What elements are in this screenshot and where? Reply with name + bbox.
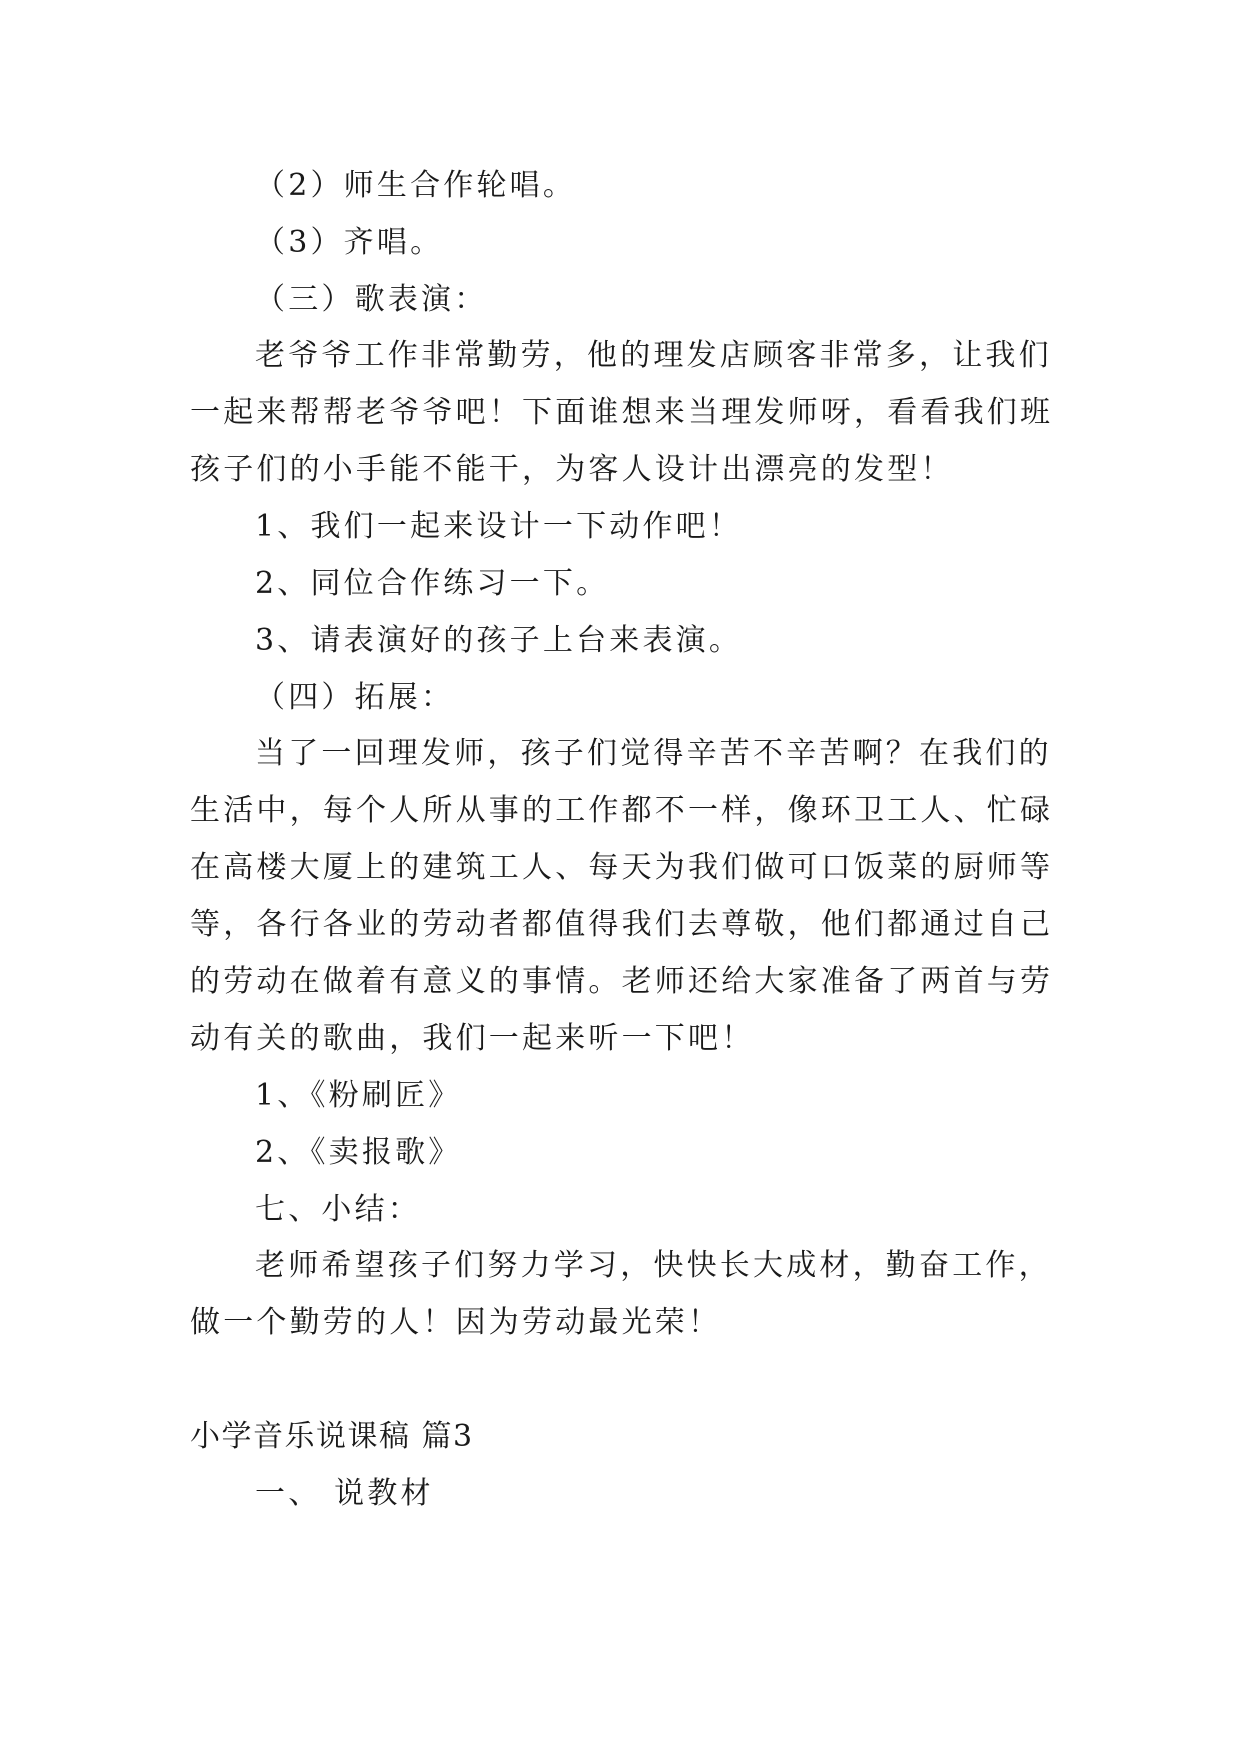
list-item: 2、同位合作练习一下。 (255, 566, 610, 601)
section-extension-heading: （四）拓展： (255, 680, 455, 715)
song-list-item: 1、《粉刷匠》 (255, 1078, 462, 1113)
step-chorus-text: （3）齐唱。 (255, 225, 444, 260)
paragraph-line: 老师希望孩子们努力学习，快快长大成材，勤奋工作， (255, 1248, 1052, 1283)
paragraph-line: 动有关的歌曲，我们一起来听一下吧！ (190, 1021, 755, 1056)
paragraph-line: 当了一回理发师，孩子们觉得辛苦不辛苦啊？在我们的 (255, 736, 1052, 771)
paragraph-line: 的劳动在做着有意义的事情。老师还给大家准备了两首与劳 (190, 964, 1054, 999)
list-item: 1、我们一起来设计一下动作吧！ (255, 509, 743, 544)
section-summary-heading: 七、小结： (255, 1192, 421, 1227)
paragraph-line: 生活中，每个人所从事的工作都不一样，像环卫工人、忙碌 (190, 793, 1054, 828)
step-duet-text: （2）师生合作轮唱。 (255, 168, 577, 203)
song-list-item: 2、《卖报歌》 (255, 1135, 462, 1170)
paragraph-line: 老爷爷工作非常勤劳，他的理发店顾客非常多，让我们 (255, 338, 1052, 373)
paragraph-line: 孩子们的小手能不能干，为客人设计出漂亮的发型！ (190, 452, 954, 487)
section-song-performance-heading: （三）歌表演： (255, 282, 488, 317)
paragraph-line: 做一个勤劳的人！因为劳动最光荣！ (190, 1305, 722, 1340)
paragraph-line: 等，各行各业的劳动者都值得我们去尊敬，他们都通过自己 (190, 907, 1054, 942)
list-item: 3、请表演好的孩子上台来表演。 (255, 623, 743, 658)
subheading: 一、 说教材 (255, 1476, 434, 1511)
paragraph-line: 在高楼大厦上的建筑工人、每天为我们做可口饭菜的厨师等 (190, 850, 1054, 885)
paragraph-line: 一起来帮帮老爷爷吧！下面谁想来当理发师呀，看看我们班 (190, 395, 1054, 430)
section-heading: 小学音乐说课稿 篇3 (190, 1419, 474, 1454)
